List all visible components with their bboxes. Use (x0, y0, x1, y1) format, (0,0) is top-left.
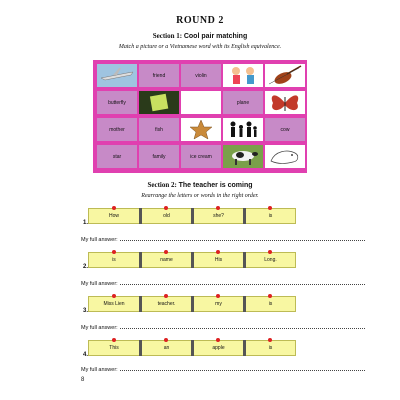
word-card[interactable]: is (268, 213, 273, 219)
round-title: ROUND 2 (176, 15, 224, 26)
section1-prefix: Section 1: (152, 32, 183, 40)
answer-label: My full answer: (81, 237, 118, 243)
word-card[interactable]: Long. (264, 257, 277, 263)
section2-name: The teacher is coming (178, 182, 253, 189)
answer-label: My full answer: (81, 281, 118, 287)
word-card[interactable]: my (215, 301, 222, 307)
grid-word-fish[interactable]: fish (139, 118, 179, 141)
answer-blank[interactable] (120, 324, 365, 329)
section2-title (0, 181, 400, 189)
section1-instruction: Match a picture or a Vietnamese word with its English equivalence. (118, 44, 282, 50)
answer-label: My full answer: (81, 325, 118, 331)
answer-line[interactable] (81, 236, 365, 243)
star-picture[interactable] (181, 118, 221, 141)
answer-line[interactable] (81, 324, 365, 331)
answer-blank[interactable] (120, 366, 365, 371)
item-number: 1. (83, 220, 89, 226)
grid-word-friend[interactable]: friend (139, 64, 179, 87)
answer-label: My full answer: (81, 367, 118, 373)
answer-blank[interactable] (120, 236, 365, 241)
page-number: 8 (81, 377, 85, 383)
word-card[interactable]: teacher. (157, 301, 176, 307)
grid-word-violin[interactable]: violin (181, 64, 221, 87)
word-card[interactable]: apple (212, 345, 225, 351)
cow-picture[interactable] (223, 145, 263, 168)
word-card[interactable]: This (109, 345, 119, 351)
grid-word-ice-cream[interactable]: ice cream (181, 145, 221, 168)
answer-line[interactable] (81, 280, 365, 287)
grid-word-family[interactable]: family (139, 145, 179, 168)
word-card[interactable]: His (214, 257, 223, 263)
section2-prefix: Section 2: (147, 181, 177, 189)
matching-grid (93, 60, 307, 173)
word-card[interactable]: an (163, 345, 170, 351)
section2-instruction: Rearrange the letters or words in the right order. (141, 193, 259, 199)
family-picture[interactable] (223, 118, 263, 141)
sketch-picture[interactable] (265, 145, 305, 168)
word-card[interactable]: Miss Lien (103, 301, 125, 307)
word-card[interactable]: is (268, 345, 273, 351)
violin-picture[interactable] (265, 64, 305, 87)
word-card[interactable]: is (268, 301, 273, 307)
word-card[interactable]: name (160, 257, 173, 263)
word-card[interactable]: she? (213, 213, 224, 219)
section1-title (0, 32, 400, 40)
airplane-picture[interactable] (97, 64, 137, 87)
word-card[interactable]: How (108, 213, 119, 219)
word-strip (88, 296, 296, 312)
word-strip (88, 208, 296, 224)
butterfly-picture[interactable] (265, 91, 305, 114)
blank-cell (181, 91, 221, 114)
word-strip (88, 252, 296, 268)
section1-name: Cool pair matching (183, 33, 248, 40)
answer-blank[interactable] (120, 280, 365, 285)
grid-word-star[interactable]: star (97, 145, 137, 168)
word-card[interactable]: old (163, 213, 170, 219)
item-number: 4. (83, 352, 89, 358)
children-picture[interactable] (223, 64, 263, 87)
grid-word-mother[interactable]: mother (97, 118, 137, 141)
word-strip (88, 340, 296, 356)
grid-word-cow[interactable]: cow (265, 118, 305, 141)
item-number: 3. (83, 308, 89, 314)
book-picture[interactable] (139, 91, 179, 114)
word-card[interactable]: is (112, 257, 116, 263)
answer-line[interactable] (81, 366, 365, 373)
grid-word-butterfly[interactable]: butterfly (97, 91, 137, 114)
item-number: 2. (83, 264, 89, 270)
grid-word-plane[interactable]: plane (223, 91, 263, 114)
